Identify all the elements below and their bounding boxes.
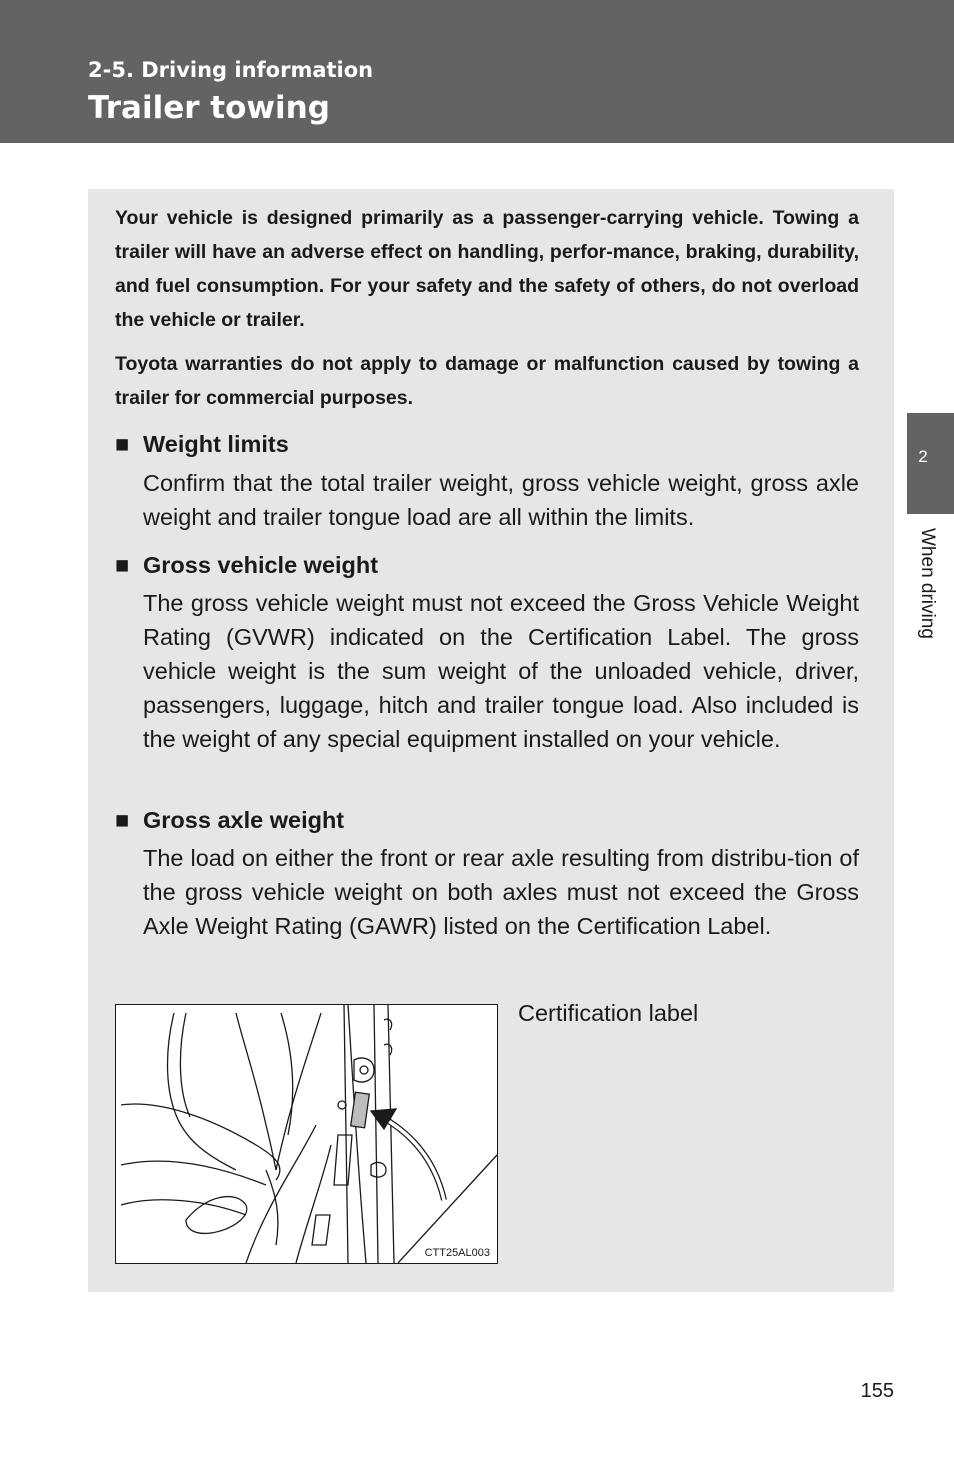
weight-limits-body: Confirm that the total trailer weight, gross vehicle weight, gross axle weight and trailer tongue load are all within the limits.	[143, 470, 859, 530]
heading-text: Weight limits	[143, 431, 289, 457]
intro-paragraph-1: Your vehicle is designed primarily as a passenger-carrying vehicle. Towing a trailer will have an adverse effect on handling, perfor-mance, braking, durability, and fuel consumption. For your safety and the safety of others, do not overload the vehicle or trailer.	[115, 207, 859, 331]
door-pillar-illustration	[116, 1005, 497, 1263]
heading-text: Gross axle weight	[143, 807, 345, 833]
chapter-tab	[907, 413, 954, 514]
page-title: Trailer towing	[88, 90, 330, 126]
heading-text: Gross vehicle weight	[143, 552, 379, 578]
page-number: 155	[860, 1380, 894, 1402]
certification-label-figure	[115, 1004, 498, 1264]
square-bullet-icon: ■	[115, 431, 130, 457]
page-header	[0, 0, 954, 143]
gross-axle-weight-heading	[115, 805, 344, 835]
chapter-label: When driving	[917, 528, 938, 639]
chapter-number: 2	[918, 447, 928, 466]
gross-vehicle-weight-body: The gross vehicle weight must not exceed the Gross Vehicle Weight Rating (GVWR) indicated on the Certification Label. The gross vehicle weight is the sum weight of the unloaded vehicle, driver, passengers, luggage, hitch and trailer tongue load. Also included is the weight of any special equipment installed on your vehicle.	[143, 590, 859, 752]
square-bullet-icon: ■	[115, 807, 130, 833]
content-box	[88, 189, 894, 1292]
section-label: 2-5. Driving information	[88, 58, 374, 82]
gross-axle-weight-body: The load on either the front or rear axle resulting from distribu-tion of the gross vehicle weight on both axles must not exceed the Gross Axle Weight Rating (GAWR) listed on the Certification Label.	[143, 845, 859, 939]
figure-caption: Certification label	[518, 1000, 699, 1026]
figure-code: CTT25AL003	[424, 1247, 490, 1259]
weight-limits-heading	[115, 429, 289, 459]
gross-vehicle-weight-heading	[115, 550, 378, 580]
square-bullet-icon: ■	[115, 552, 130, 578]
intro-paragraph-2: Toyota warranties do not apply to damage or malfunction caused by towing a trailer for commercial purposes.	[115, 353, 859, 409]
